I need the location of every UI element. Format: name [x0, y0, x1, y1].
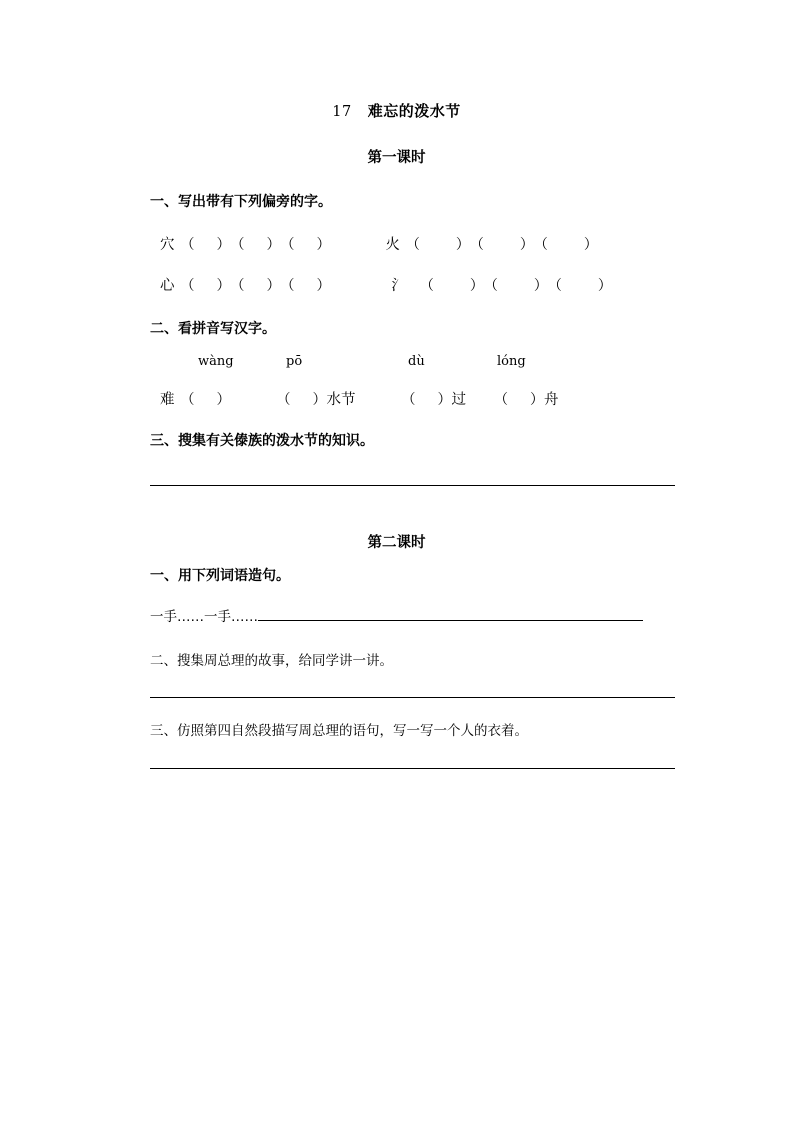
blank-parentheses[interactable]: （ ）: [419, 278, 484, 294]
page-title: [0, 100, 793, 121]
lesson2-q3-heading: 三、仿照第四自然段描写周总理的语句，写一写一个人的衣着。: [150, 723, 528, 739]
lesson2-heading: 第二课时: [367, 535, 426, 551]
lesson1-q3-heading: 三、搜集有关傣族的泼水节的知识。: [150, 433, 374, 449]
radical-xin: 心: [160, 278, 175, 294]
blank-parentheses[interactable]: （ ）: [469, 237, 534, 253]
lesson1-q2-pinyin-row: [160, 354, 680, 374]
hanzi-nan: 难: [160, 392, 175, 408]
blank-parentheses[interactable]: （ ）: [180, 278, 231, 294]
pinyin-wang: wàng: [198, 354, 234, 369]
blank-parentheses[interactable]: （ ）: [533, 237, 598, 253]
blank-parentheses[interactable]: （ ）: [401, 392, 452, 408]
radical-group-huo: [385, 233, 598, 254]
blank-parentheses[interactable]: （ ）: [280, 278, 331, 294]
blank-parentheses[interactable]: （ ）: [547, 278, 612, 294]
radical-shui: 氵: [391, 278, 406, 294]
pinyin-po: pō: [286, 354, 303, 369]
hanzi-shuijie: 水节: [326, 392, 356, 408]
lesson1-q2-heading: 二、看拼音写汉字。: [150, 321, 276, 337]
blank-parentheses[interactable]: （ ）: [483, 278, 548, 294]
lesson-number: 17: [332, 104, 352, 120]
blank-parentheses[interactable]: （ ）: [230, 278, 281, 294]
blank-parentheses[interactable]: （ ）: [180, 392, 231, 408]
blank-parentheses[interactable]: （ ）: [276, 392, 327, 408]
blank-parentheses[interactable]: （ ）: [280, 237, 331, 253]
hanzi-zhou: 舟: [544, 392, 559, 408]
blank-parentheses[interactable]: （ ）: [180, 237, 231, 253]
radical-group-xin: [160, 274, 331, 295]
lesson2-q2-heading: 二、搜集周总理的故事，给同学讲一讲。: [150, 653, 393, 669]
lesson1-q1-heading: 一、写出带有下列偏旁的字。: [150, 194, 332, 210]
answer-line-lesson2-q2[interactable]: [150, 697, 675, 698]
lesson-title-text: 难忘的泼水节: [367, 102, 461, 120]
sentence-prompt: 一手……一手……: [150, 609, 258, 625]
lesson2-q1-heading: 一、用下列词语造句。: [150, 568, 290, 584]
answer-line-lesson1-q3[interactable]: [150, 485, 675, 486]
radical-xue: 穴: [160, 237, 175, 253]
lesson2-q1-prompt-row: [150, 605, 675, 625]
radical-group-xue: [160, 233, 331, 254]
lesson1-q2-answer-row: [160, 388, 559, 409]
answer-line-lesson2-q1[interactable]: [258, 606, 643, 621]
blank-parentheses[interactable]: （ ）: [494, 392, 544, 408]
blank-parentheses[interactable]: （ ）: [230, 237, 281, 253]
radical-huo: 火: [385, 237, 400, 253]
pinyin-long: lóng: [497, 354, 526, 369]
lesson1-heading: 第一课时: [367, 150, 426, 166]
lesson1-q1-row-1: [160, 233, 598, 254]
radical-group-shui: [391, 274, 612, 295]
hanzi-guo: 过: [451, 392, 466, 408]
blank-parentheses[interactable]: （ ）: [405, 237, 470, 253]
pinyin-du: dù: [408, 354, 425, 369]
answer-line-lesson2-q3[interactable]: [150, 768, 675, 769]
lesson1-q1-row-2: [160, 274, 612, 295]
